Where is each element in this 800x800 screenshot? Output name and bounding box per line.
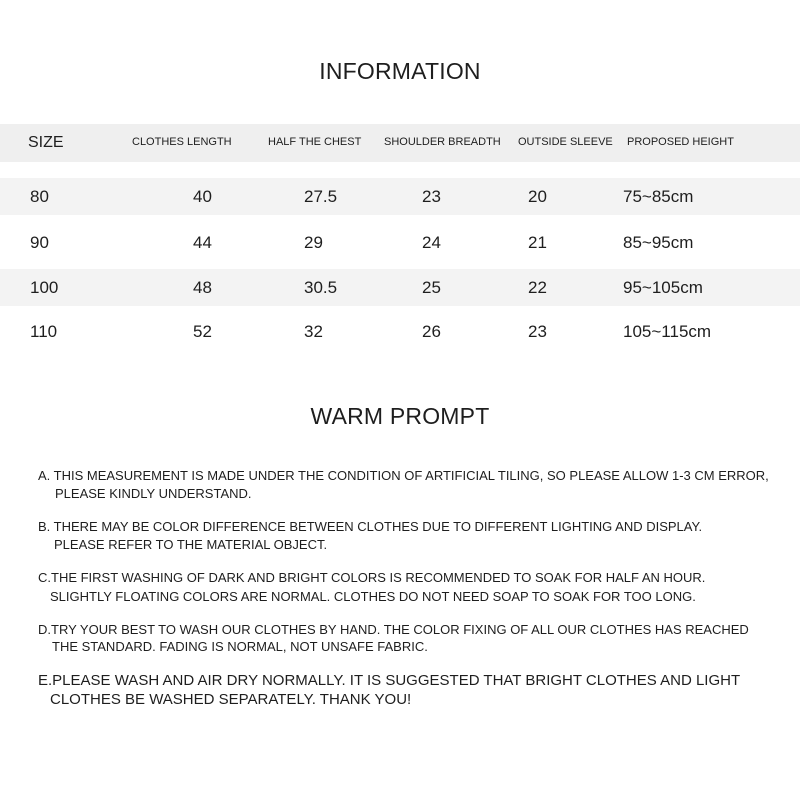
header-clothes-length: CLOTHES LENGTH (132, 136, 232, 148)
prompt-line: A. THIS MEASUREMENT IS MADE UNDER THE CONDITION OF ARTIFICIAL TILING, SO PLEASE ALLOW 1-3 CM ERROR, (38, 468, 769, 483)
prompt-line: C.THE FIRST WASHING OF DARK AND BRIGHT COLORS IS RECOMMENDED TO SOAK FOR HALF AN HOUR. (38, 570, 706, 585)
cell-size: 90 (30, 233, 49, 252)
table-row (0, 269, 800, 306)
cell-clothes-length: 48 (193, 278, 212, 297)
prompt-item-b (0, 519, 800, 559)
prompt-line: E.PLEASE WASH AND AIR DRY NORMALLY. IT IS SUGGESTED THAT BRIGHT CLOTHES AND LIGHT (38, 672, 741, 689)
cell-outside-sleeve: 20 (528, 187, 547, 206)
table-row (0, 224, 800, 261)
prompt-line: THE STANDARD. FADING IS NORMAL, NOT UNSAFE FABRIC. (52, 639, 428, 654)
prompt-item-a (0, 468, 800, 508)
cell-size: 80 (30, 187, 49, 206)
cell-size: 100 (30, 278, 59, 297)
cell-clothes-length: 40 (193, 187, 212, 206)
header-half-the-chest: HALF THE CHEST (268, 136, 362, 148)
information-title: INFORMATION (319, 58, 481, 84)
cell-clothes-length: 52 (193, 322, 212, 341)
cell-shoulder-breadth: 26 (422, 322, 441, 341)
prompt-line: PLEASE KINDLY UNDERSTAND. (55, 486, 252, 501)
cell-clothes-length: 44 (193, 233, 212, 252)
warm-prompt-title: WARM PROMPT (310, 403, 490, 429)
prompt-item-e (0, 672, 800, 712)
cell-proposed-height: 75~85cm (623, 187, 694, 206)
cell-proposed-height: 95~105cm (623, 278, 703, 297)
prompt-line: CLOTHES BE WASHED SEPARATELY. THANK YOU! (50, 691, 412, 708)
cell-half-the-chest: 30.5 (304, 278, 338, 297)
prompt-line: SLIGHTLY FLOATING COLORS ARE NORMAL. CLOTHES DO NOT NEED SOAP TO SOAK FOR TOO LONG. (50, 589, 696, 604)
cell-half-the-chest: 27.5 (304, 187, 338, 206)
cell-size: 110 (30, 322, 58, 341)
prompt-line: D.TRY YOUR BEST TO WASH OUR CLOTHES BY HAND. THE COLOR FIXING OF ALL OUR CLOTHES HAS REACHED (38, 622, 749, 637)
cell-outside-sleeve: 23 (528, 322, 547, 341)
cell-outside-sleeve: 21 (528, 233, 547, 252)
cell-proposed-height: 105~115cm (623, 322, 712, 341)
prompt-line: B. THERE MAY BE COLOR DIFFERENCE BETWEEN CLOTHES DUE TO DIFFERENT LIGHTING AND DISPLAY. (38, 519, 703, 534)
table-header (0, 124, 800, 162)
cell-proposed-height: 85~95cm (623, 233, 694, 252)
header-outside-sleeve: OUTSIDE SLEEVE (518, 136, 613, 148)
table-row (0, 313, 800, 350)
cell-shoulder-breadth: 24 (422, 233, 441, 252)
cell-shoulder-breadth: 25 (422, 278, 441, 297)
header-proposed-height: PROPOSED HEIGHT (627, 136, 734, 148)
header-shoulder-breadth: SHOULDER BREADTH (384, 136, 501, 148)
table-row (0, 178, 800, 215)
cell-half-the-chest: 29 (304, 233, 323, 252)
cell-outside-sleeve: 22 (528, 278, 547, 297)
prompt-line: PLEASE REFER TO THE MATERIAL OBJECT. (54, 537, 328, 552)
header-size: SIZE (28, 134, 64, 151)
cell-shoulder-breadth: 23 (422, 187, 441, 206)
prompt-item-c (0, 570, 800, 610)
cell-half-the-chest: 32 (304, 322, 323, 341)
prompt-item-d (0, 622, 800, 662)
